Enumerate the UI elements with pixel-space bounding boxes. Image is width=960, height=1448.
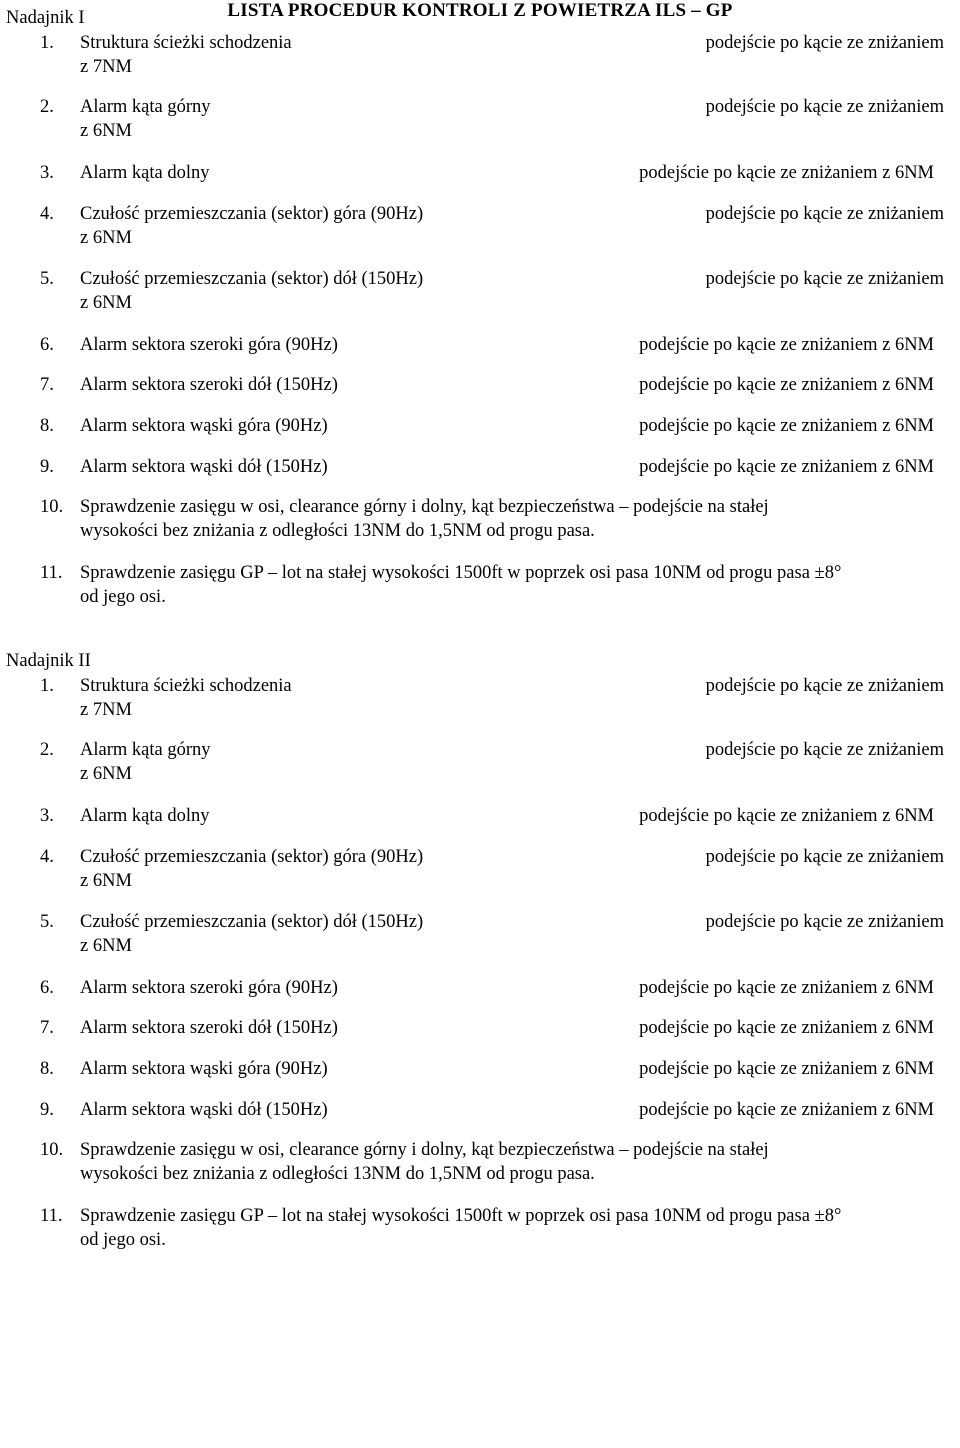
item-number: 7. (40, 1018, 54, 1038)
document-title: LISTA PROCEDUR KONTROLI Z POWIETRZA ILS – GP (227, 0, 733, 21)
item-procedure: podejście po kącie ze zniżaniem (705, 204, 944, 224)
item-label: Alarm kąta dolny (80, 163, 210, 183)
item-label: Alarm kąta górny (80, 97, 211, 117)
item-number: 5. (40, 912, 54, 932)
item-label: Alarm sektora szeroki dół (150Hz) (80, 375, 338, 395)
item-distance: z 6NM (80, 936, 132, 956)
item-procedure: podejście po kącie ze zniżaniem z 6NM (639, 806, 934, 826)
item-number: 4. (40, 204, 54, 224)
item-number: 9. (40, 457, 54, 477)
item-text-line2: wysokości bez zniżania z odległości 13NM do 1,5NM od progu pasa. (80, 521, 595, 541)
item-procedure: podejście po kącie ze zniżaniem (705, 33, 944, 53)
item-procedure: podejście po kącie ze zniżaniem z 6NM (639, 335, 934, 355)
item-distance: z 7NM (80, 700, 132, 720)
item-procedure: podejście po kącie ze zniżaniem (705, 676, 944, 696)
item-label: Struktura ścieżki schodzenia (80, 33, 292, 53)
item-procedure: podejście po kącie ze zniżaniem z 6NM (639, 375, 934, 395)
item-number: 10. (40, 1140, 64, 1160)
item-number: 6. (40, 335, 54, 355)
item-number: 2. (40, 740, 54, 760)
item-text-line1: Sprawdzenie zasięgu w osi, clearance górny i dolny, kąt bezpieczeństwa – podejście na stałej (80, 1140, 769, 1160)
item-distance: z 6NM (80, 764, 132, 784)
item-number: 8. (40, 416, 54, 436)
item-label: Struktura ścieżki schodzenia (80, 676, 292, 696)
section-heading: Nadajnik I (6, 8, 85, 28)
item-procedure: podejście po kącie ze zniżaniem (705, 97, 944, 117)
item-number: 10. (40, 497, 64, 517)
item-text-line1: Sprawdzenie zasięgu GP – lot na stałej wysokości 1500ft w poprzek osi pasa 10NM od progu pasa ±8° (80, 563, 842, 583)
item-number: 6. (40, 978, 54, 998)
item-number: 11. (40, 563, 63, 583)
item-text-line2: wysokości bez zniżania z odległości 13NM do 1,5NM od progu pasa. (80, 1164, 595, 1184)
item-label: Alarm sektora wąski dół (150Hz) (80, 457, 328, 477)
item-number: 11. (40, 1206, 63, 1226)
item-number: 2. (40, 97, 54, 117)
item-distance: z 6NM (80, 228, 132, 248)
item-distance: z 7NM (80, 57, 132, 77)
item-number: 1. (40, 676, 54, 696)
item-label: Alarm sektora wąski dół (150Hz) (80, 1100, 328, 1120)
item-label: Alarm sektora szeroki góra (90Hz) (80, 978, 338, 998)
item-procedure: podejście po kącie ze zniżaniem (705, 912, 944, 932)
item-number: 3. (40, 806, 54, 826)
item-label: Alarm sektora wąski góra (90Hz) (80, 416, 328, 436)
item-label: Alarm sektora szeroki dół (150Hz) (80, 1018, 338, 1038)
item-label: Alarm sektora wąski góra (90Hz) (80, 1059, 328, 1079)
item-number: 5. (40, 269, 54, 289)
item-procedure: podejście po kącie ze zniżaniem z 6NM (639, 978, 934, 998)
item-procedure: podejście po kącie ze zniżaniem z 6NM (639, 1059, 934, 1079)
item-procedure: podejście po kącie ze zniżaniem z 6NM (639, 1100, 934, 1120)
item-number: 4. (40, 847, 54, 867)
item-number: 1. (40, 33, 54, 53)
item-label: Alarm kąta dolny (80, 806, 210, 826)
item-label: Czułość przemieszczania (sektor) góra (90Hz) (80, 204, 424, 224)
item-procedure: podejście po kącie ze zniżaniem z 6NM (639, 1018, 934, 1038)
item-procedure: podejście po kącie ze zniżaniem (705, 847, 944, 867)
item-procedure: podejście po kącie ze zniżaniem z 6NM (639, 416, 934, 436)
item-procedure: podejście po kącie ze zniżaniem z 6NM (639, 457, 934, 477)
item-procedure: podejście po kącie ze zniżaniem (705, 269, 944, 289)
item-number: 3. (40, 163, 54, 183)
item-procedure: podejście po kącie ze zniżaniem (705, 740, 944, 760)
item-text-line2: od jego osi. (80, 1230, 166, 1250)
item-label: Alarm kąta górny (80, 740, 211, 760)
item-text-line2: od jego osi. (80, 587, 166, 607)
item-procedure: podejście po kącie ze zniżaniem z 6NM (639, 163, 934, 183)
section-heading: Nadajnik II (6, 651, 91, 671)
item-distance: z 6NM (80, 871, 132, 891)
item-label: Czułość przemieszczania (sektor) góra (90Hz) (80, 847, 424, 867)
item-text-line1: Sprawdzenie zasięgu w osi, clearance górny i dolny, kąt bezpieczeństwa – podejście na stałej (80, 497, 769, 517)
item-distance: z 6NM (80, 121, 132, 141)
item-label: Alarm sektora szeroki góra (90Hz) (80, 335, 338, 355)
item-number: 7. (40, 375, 54, 395)
item-number: 9. (40, 1100, 54, 1120)
item-label: Czułość przemieszczania (sektor) dół (150Hz) (80, 269, 424, 289)
item-label: Czułość przemieszczania (sektor) dół (150Hz) (80, 912, 424, 932)
item-distance: z 6NM (80, 293, 132, 313)
item-number: 8. (40, 1059, 54, 1079)
item-text-line1: Sprawdzenie zasięgu GP – lot na stałej wysokości 1500ft w poprzek osi pasa 10NM od progu pasa ±8° (80, 1206, 842, 1226)
